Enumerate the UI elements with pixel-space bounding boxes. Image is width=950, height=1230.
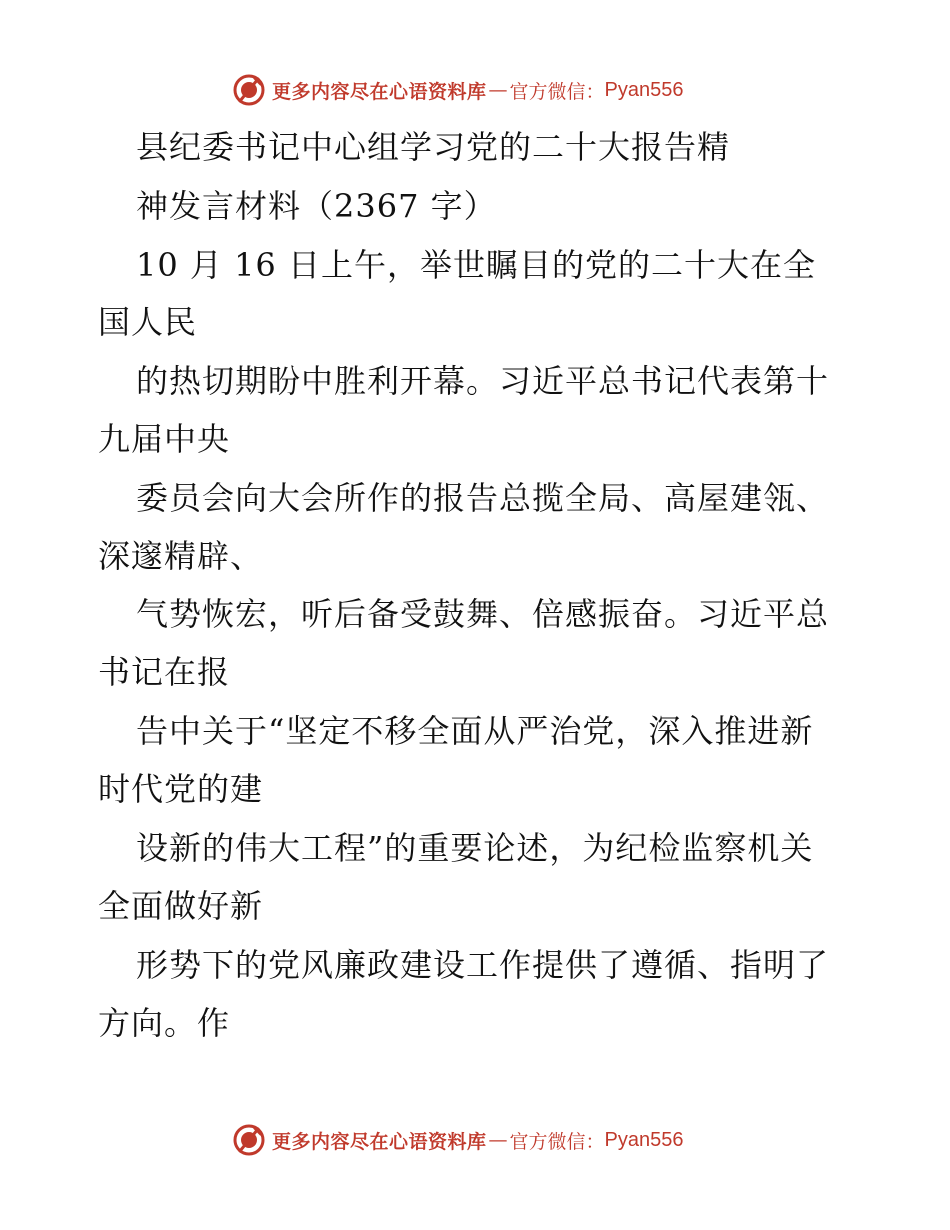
body-line: 时代党的建 bbox=[98, 770, 264, 808]
body-line: 方向。作 bbox=[98, 1004, 231, 1042]
wechat-label: 官方微信： bbox=[509, 1130, 605, 1153]
quill-seal-logo-icon bbox=[232, 73, 266, 107]
watermark-text: 更多内容尽在心语资料库 bbox=[272, 80, 487, 103]
wechat-id: Pyan556 bbox=[604, 78, 684, 101]
header-watermark bbox=[232, 72, 752, 108]
wechat-id: Pyan556 bbox=[604, 1128, 684, 1151]
quill-seal-logo-icon bbox=[232, 1123, 266, 1157]
footer-watermark bbox=[232, 1122, 752, 1158]
body-line: 九届中央 bbox=[98, 420, 231, 458]
body-line: 告中关于“坚定不移全面从严治党，深入推进新 bbox=[136, 712, 814, 750]
body-line: 的热切期盼中胜利开幕。习近平总书记代表第十 bbox=[136, 362, 830, 400]
watermark-separator: — bbox=[488, 1129, 508, 1151]
title-line-1: 县纪委书记中心组学习党的二十大报告精 bbox=[136, 128, 731, 166]
watermark-separator: — bbox=[488, 79, 508, 101]
body-line: 委员会向大会所作的报告总揽全局、高屋建瓴、 bbox=[136, 479, 830, 517]
watermark-text: 更多内容尽在心语资料库 bbox=[272, 1130, 487, 1153]
title-line-2: 神发言材料（2367 字） bbox=[136, 187, 497, 225]
body-line: 国人民 bbox=[98, 303, 198, 341]
body-line: 10 月 16 日上午，举世瞩目的党的二十大在全 bbox=[136, 246, 816, 284]
body-line: 形势下的党风廉政建设工作提供了遵循、指明了 bbox=[136, 946, 830, 984]
body-line: 深邃精辟、 bbox=[98, 537, 264, 575]
wechat-label: 官方微信： bbox=[509, 80, 605, 103]
body-line: 书记在报 bbox=[98, 653, 231, 691]
body-line: 设新的伟大工程”的重要论述，为纪检监察机关 bbox=[136, 829, 814, 867]
body-line: 全面做好新 bbox=[98, 887, 264, 925]
body-line: 气势恢宏，听后备受鼓舞、倍感振奋。习近平总 bbox=[136, 595, 830, 633]
